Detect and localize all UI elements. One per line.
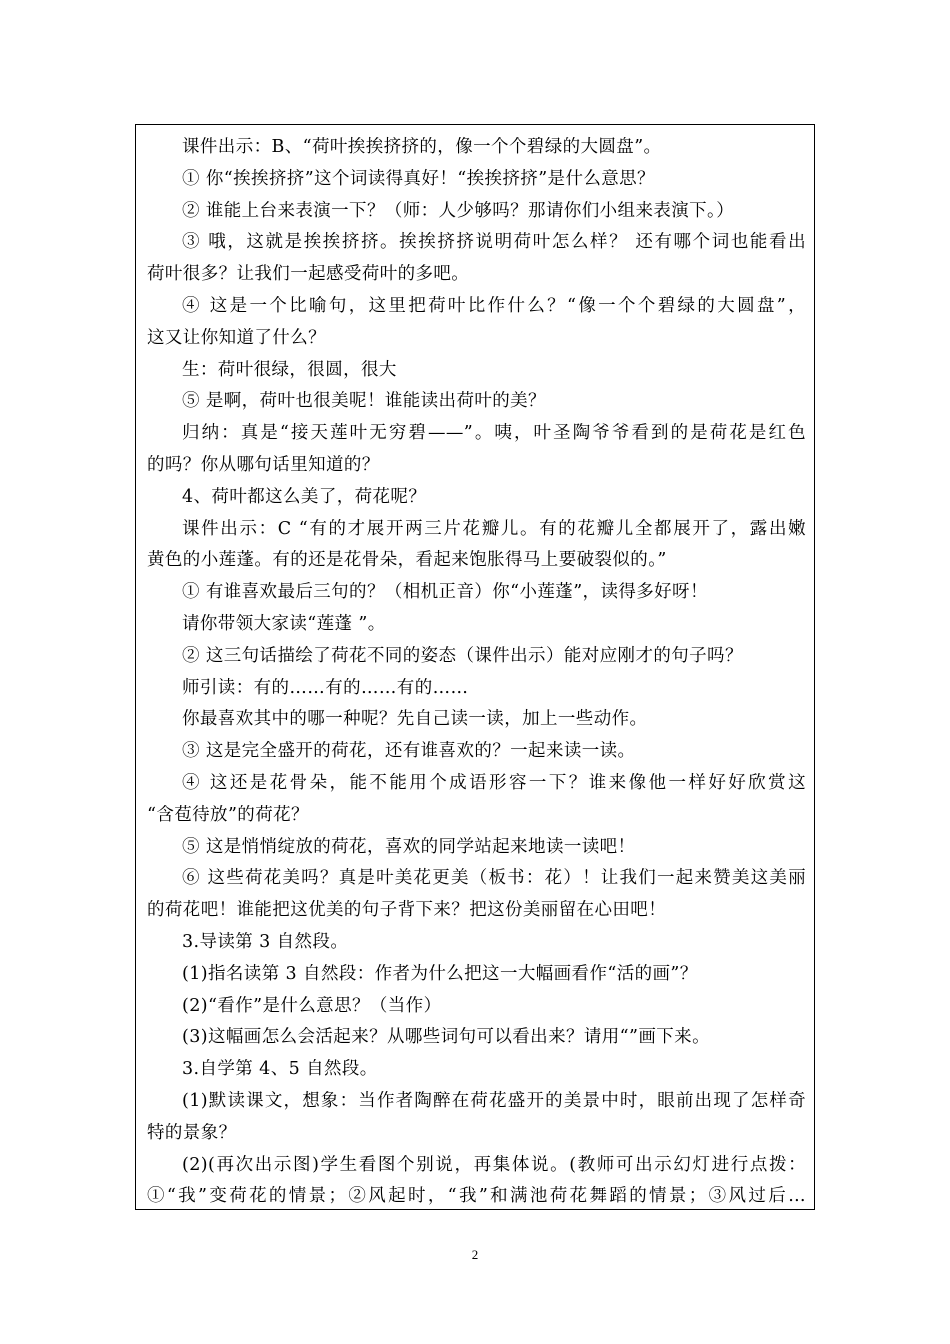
text-line: 这又让你知道了什么？ <box>147 327 326 348</box>
text-line: ① 你“挨挨挤挤”这个词读得真好！“挨挨挤挤”是什么意思？ <box>182 168 655 189</box>
text-line: ② 谁能上台来表演一下？（师：人少够吗？那请你们小组来表演下。） <box>182 200 735 221</box>
text-line: 请你带领大家读“莲蓬 ”。 <box>182 614 386 634</box>
text-line: 生：荷叶很绿，很圆，很大 <box>182 359 397 380</box>
text-line: 归纳：真是“接天莲叶无穷碧——”。咦，叶圣陶爷爷看到的是荷花是红色 <box>182 423 806 444</box>
text-line: “含苞待放”的荷花？ <box>147 804 309 825</box>
text-line: ①“我”变荷花的情景；②风起时，“我”和满池荷花舞蹈的情景；③风过后… <box>147 1186 806 1207</box>
text-line: ⑤ 是啊，荷叶也很美呢！谁能读出荷叶的美？ <box>182 391 546 412</box>
text-line: ④ 这还是花骨朵，能不能用个成语形容一下？谁来像他一样好好欣赏这 <box>182 773 806 793</box>
content-table-cell <box>135 124 815 1210</box>
text-line: ⑤ 这是悄悄绽放的荷花，喜欢的同学站起来地读一读吧！ <box>182 836 636 857</box>
text-line: (1)指名读第 3 自然段：作者为什么把这一大幅画看作“活的画”？ <box>182 963 698 984</box>
text-line: 黄色的小莲蓬。有的还是花骨朵，看起来饱胀得马上要破裂似的。” <box>147 550 667 571</box>
page-number: 2 <box>471 1247 479 1262</box>
text-line: 课件出示：B、“荷叶挨挨挤挤的，像一个个碧绿的大圆盘”。 <box>182 137 662 157</box>
text-line: (3)这幅画怎么会活起来？从哪些词句可以看出来？请用“”画下来。 <box>182 1027 710 1048</box>
text-line: 课件出示：C “有的才展开两三片花瓣儿。有的花瓣儿全都展开了，露出嫩 <box>182 518 806 539</box>
text-line: 你最喜欢其中的哪一种呢？先自己读一读，加上一些动作。 <box>182 709 648 730</box>
text-line: (1)默读课文，想象：当作者陶醉在荷花盛开的美景中时，眼前出现了怎样奇 <box>182 1091 806 1111</box>
text-line: 3.导读第 3 自然段。 <box>182 932 349 952</box>
text-line: ④ 这是一个比喻句，这里把荷叶比作什么？“像一个个碧绿的大圆盘”， <box>182 296 806 316</box>
text-line: ③ 哦，这就是挨挨挤挤。挨挨挤挤说明荷叶怎么样？ 还有哪个词也能看出 <box>182 232 806 253</box>
text-line: (2)(再次出示图)学生看图个别说，再集体说。(教师可出示幻灯进行点拨： <box>182 1154 806 1175</box>
text-line: ① 有谁喜欢最后三句的？（相机正音）你“小莲蓬”，读得多好呀！ <box>182 582 708 603</box>
text-line: 4、荷叶都这么美了，荷花呢？ <box>182 486 427 507</box>
text-line: 的荷花吧！谁能把这优美的句子背下来？把这份美丽留在心田吧！ <box>147 900 667 921</box>
text-line: 3.自学第 4、5 自然段。 <box>182 1059 378 1080</box>
text-line: 师引读：有的……有的……有的…… <box>182 677 469 698</box>
text-line: ⑥ 这些荷花美吗？真是叶美花更美（板书：花）！让我们一起来赞美这美丽 <box>182 868 806 889</box>
text-line: ③ 这是完全盛开的荷花，还有谁喜欢的？一起来读一读。 <box>182 741 636 762</box>
text-line: ② 这三句话描绘了荷花不同的姿态（课件出示）能对应刚才的句子吗？ <box>182 645 743 666</box>
text-line: 特的景象？ <box>147 1122 237 1143</box>
text-line: 荷叶很多？让我们一起感受荷叶的多吧。 <box>147 264 470 285</box>
text-line: (2)“看作”是什么意思？（当作） <box>182 995 442 1016</box>
text-line: 的吗？你从哪句话里知道的？ <box>147 455 380 475</box>
